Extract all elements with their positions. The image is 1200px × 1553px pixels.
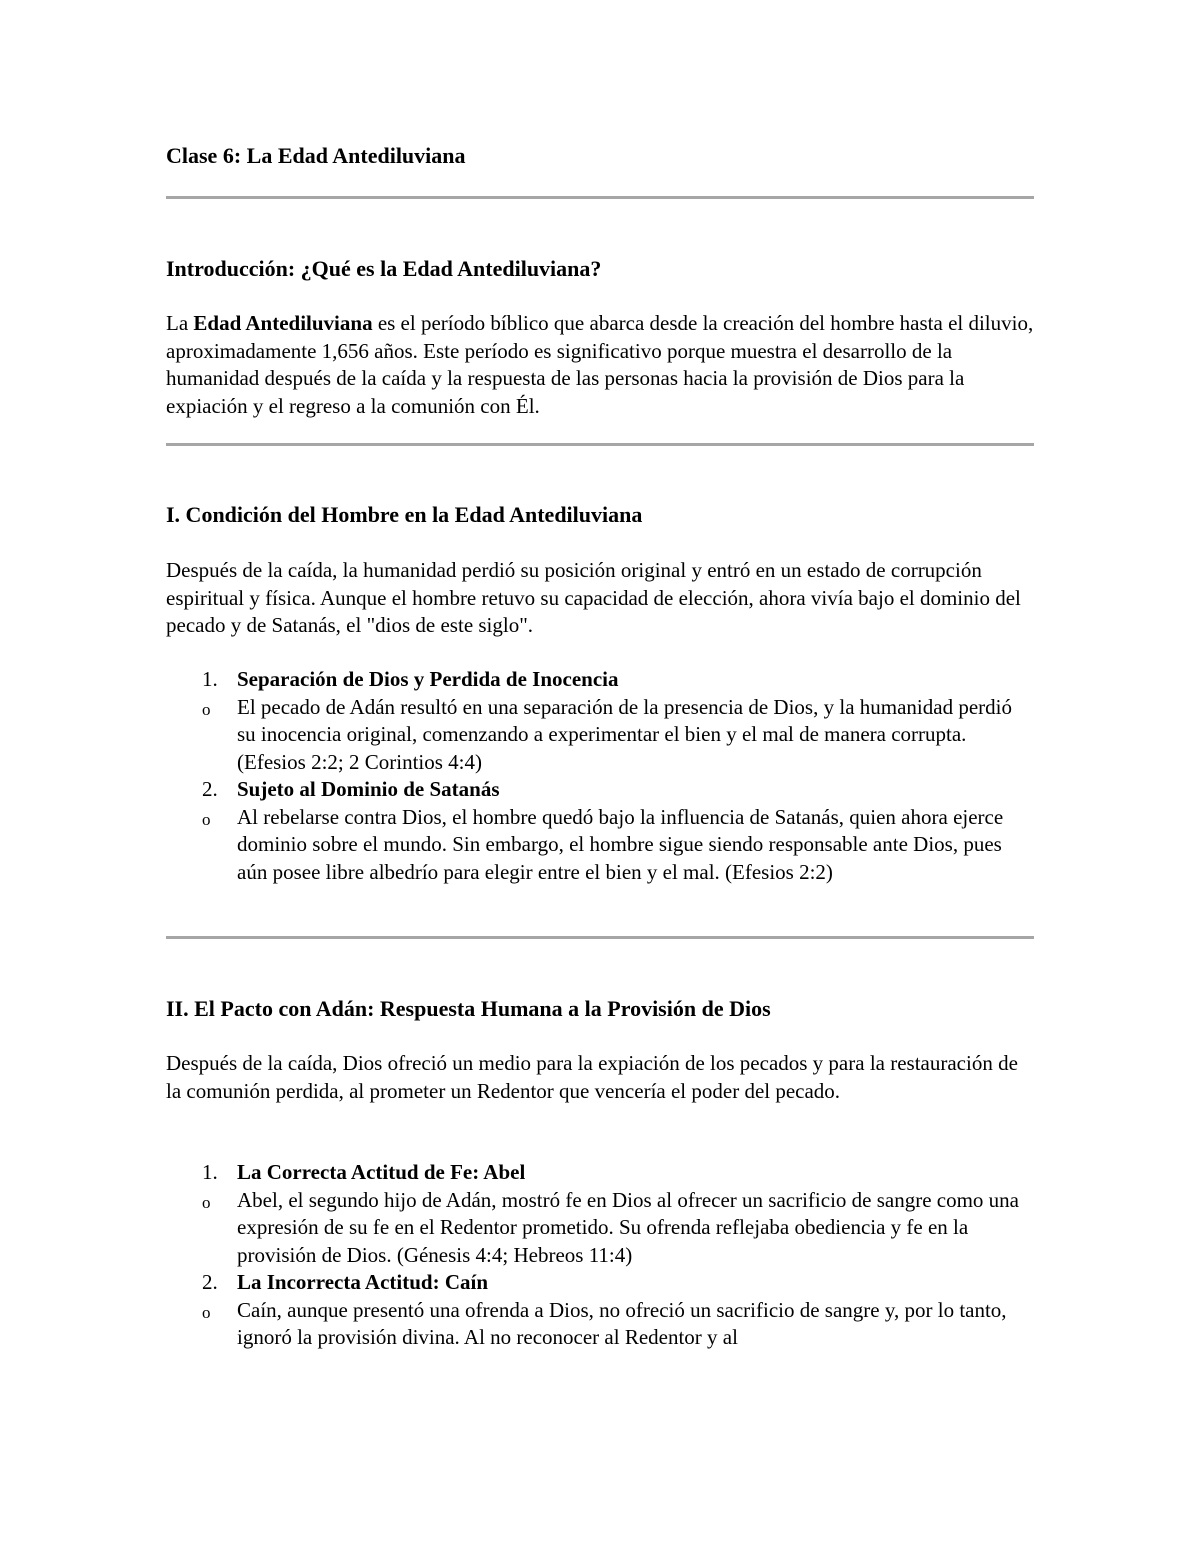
item-title: La Correcta Actitud de Fe: Abel [237, 1160, 526, 1184]
item-number: 1. [202, 667, 218, 691]
item-detail: Al rebelarse contra Dios, el hombre quedó bajo la influencia de Satanás, quien ahora ejerce dominio sobre el mundo. Sin embargo, el hombre sigue siendo responsable ante Dios, pues aún posee libre albedrío para elegir entre el bien y el mal. (Efesios 2:2) [237, 804, 1004, 884]
intro-text-rest: es el período bíblico que abarca desde la creación del hombre hasta el diluvio, aproximadamente 1,656 años. Este período es significativo porque muestra el desarrollo de la humanidad después de la caída y la respuesta de las personas hacia la provisión de Dios para la expiación y el regreso a la comunión con Él. [166, 311, 1034, 418]
bullet-marker: o [202, 1302, 211, 1322]
item-title: Separación de Dios y Perdida de Inocencia [237, 667, 619, 691]
item-detail: Abel, el segundo hijo de Adán, mostró fe en Dios al ofrecer un sacrificio de sangre como una expresión de su fe en el Redentor prometido. Su ofrenda reflejaba obediencia y fe en la provisión de Dios. (Génesis 4:4; Hebreos 11:4) [237, 1187, 1020, 1267]
horizontal-rule [166, 196, 1034, 199]
sub-list-item [166, 1187, 1034, 1270]
sub-list [166, 694, 1034, 777]
section2-list [166, 1159, 1034, 1352]
intro-text-start: La [166, 311, 194, 335]
sub-list [166, 1297, 1034, 1352]
sub-list-item [166, 1297, 1034, 1352]
section2-heading: II. El Pacto con Adán: Respuesta Humana a la Provisión de Dios [166, 996, 771, 1021]
horizontal-rule [166, 936, 1034, 939]
item-number: 1. [202, 1160, 218, 1184]
bullet-marker: o [202, 699, 211, 719]
list-item [166, 666, 1034, 776]
item-number: 2. [202, 777, 218, 801]
list-item [166, 1269, 1034, 1352]
document-title: Clase 6: La Edad Antediluviana [166, 143, 466, 168]
bullet-marker: o [202, 809, 211, 829]
sub-list [166, 1187, 1034, 1270]
section1-paragraph: Después de la caída, la humanidad perdió su posición original y entró en un estado de corrupción espiritual y física. Aunque el hombre retuvo su capacidad de elección, ahora vivía bajo el dominio del pecado y de Satanás, el "dios de este siglo". [166, 558, 1021, 637]
sub-list-item [166, 804, 1034, 887]
list-item [166, 1159, 1034, 1269]
intro-paragraph [166, 310, 1034, 420]
item-number: 2. [202, 1270, 218, 1294]
section1-heading: I. Condición del Hombre en la Edad Antediluviana [166, 502, 643, 527]
horizontal-rule [166, 443, 1034, 446]
section2-paragraph: Después de la caída, Dios ofreció un medio para la expiación de los pecados y para la restauración de la comunión perdida, al prometer un Redentor que vencería el poder del pecado. [166, 1051, 1018, 1103]
bullet-marker: o [202, 1192, 211, 1212]
item-title: La Incorrecta Actitud: Caín [237, 1270, 489, 1294]
sub-list-item [166, 694, 1034, 777]
list-item [166, 776, 1034, 886]
item-detail: Caín, aunque presentó una ofrenda a Dios, no ofreció un sacrificio de sangre y, por lo tanto, ignoró la provisión divina. Al no reconocer al Redentor y al [237, 1297, 1007, 1349]
intro-bold-term: Edad Antediluviana [193, 311, 373, 335]
sub-list [166, 804, 1034, 887]
intro-heading: Introducción: ¿Qué es la Edad Antediluviana? [166, 256, 602, 281]
item-title: Sujeto al Dominio de Satanás [237, 777, 500, 801]
section1-list [166, 666, 1034, 886]
item-detail: El pecado de Adán resultó en una separación de la presencia de Dios, y la humanidad perdió su inocencia original, comenzando a experimentar el bien y el mal de manera corrupta. (Efesios 2:2; 2 Corintios 4:4) [237, 694, 1012, 774]
